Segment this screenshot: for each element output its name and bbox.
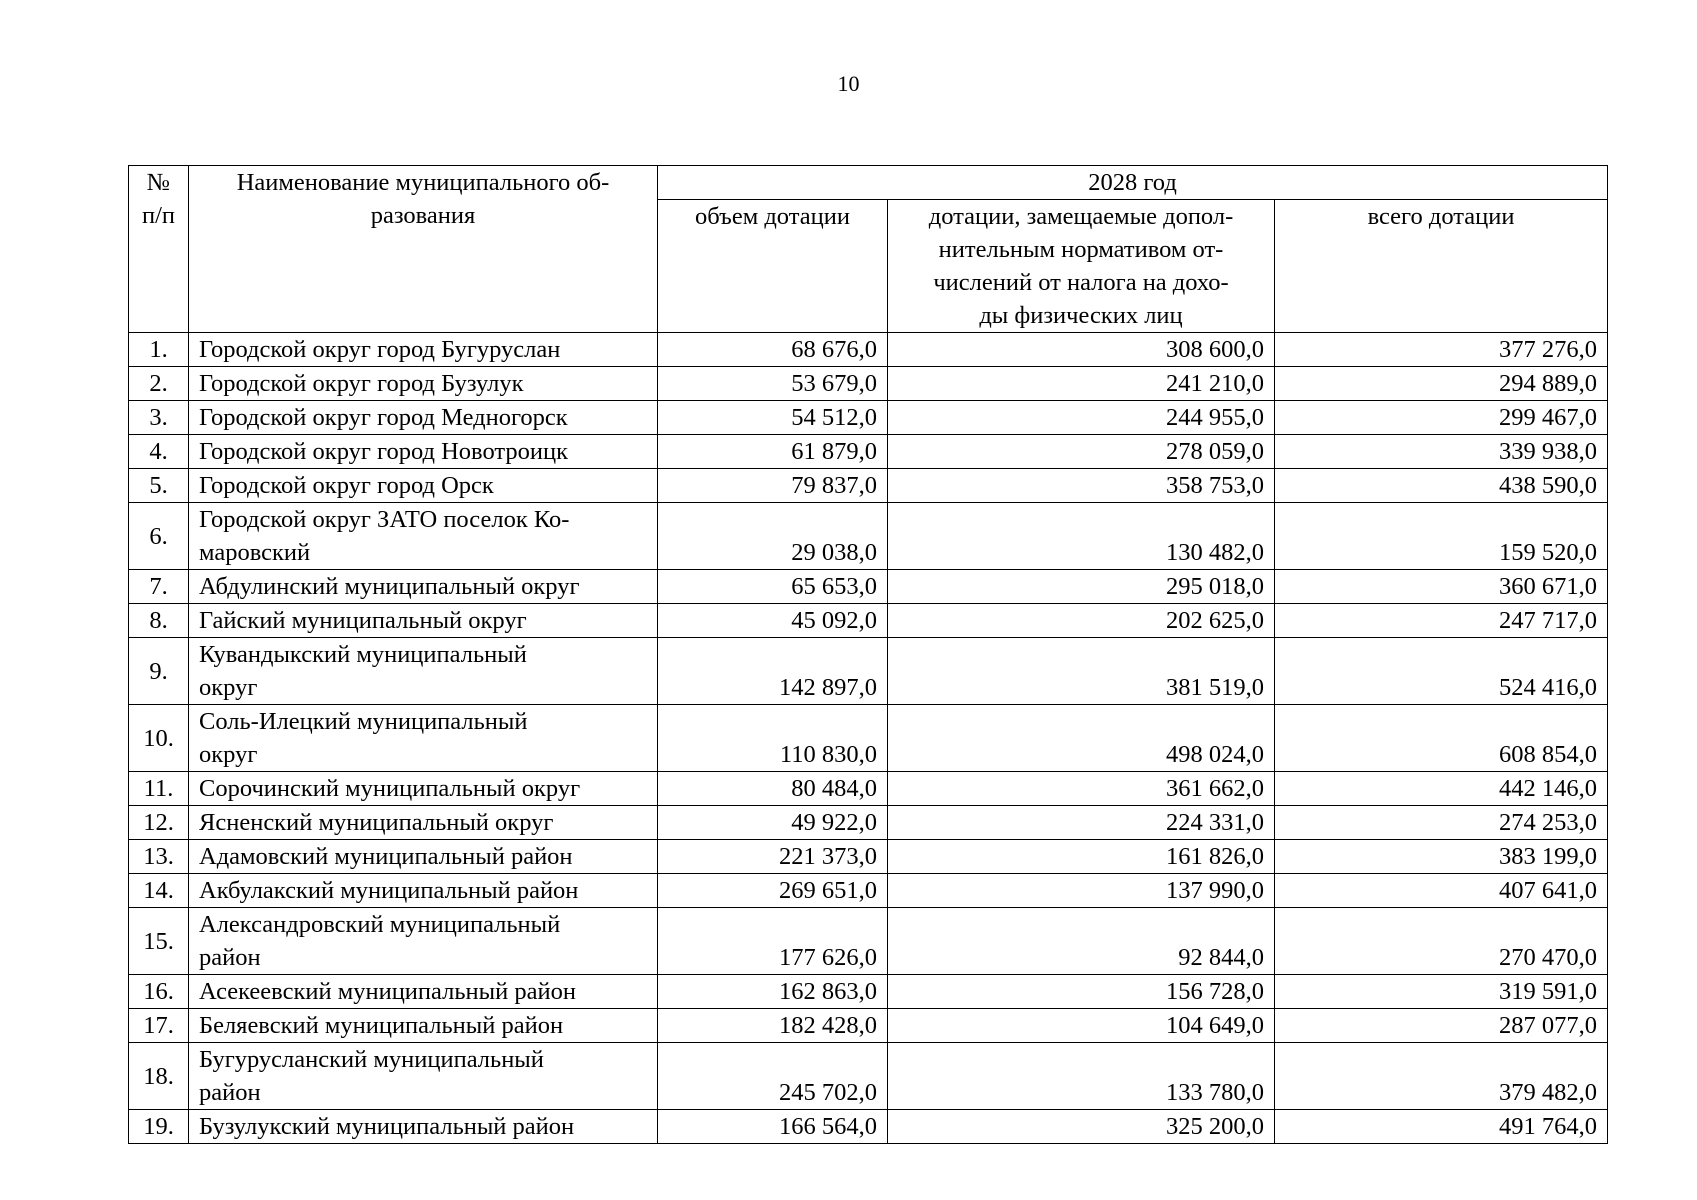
subsidy-volume: 182 428,0 <box>658 1009 888 1043</box>
municipality-name <box>189 604 658 638</box>
subsidy-volume: 65 653,0 <box>658 570 888 604</box>
subsidy-volume: 80 484,0 <box>658 772 888 806</box>
table-row <box>129 570 1608 604</box>
row-number: 2. <box>129 367 189 401</box>
subsidy-volume: 79 837,0 <box>658 469 888 503</box>
replaced-subsidy: 241 210,0 <box>888 367 1275 401</box>
table-row <box>129 705 1608 772</box>
municipality-name-line: Соль-Илецкий муниципальный <box>199 708 528 735</box>
subsidy-volume: 245 702,0 <box>658 1043 888 1110</box>
replaced-subsidy: 308 600,0 <box>888 333 1275 367</box>
row-number: 10. <box>129 705 189 772</box>
subsidy-volume: 53 679,0 <box>658 367 888 401</box>
municipality-name-line: Акбулакский муниципальный район <box>199 877 579 904</box>
municipality-name-line: Бугурусланский муниципальный <box>199 1046 544 1073</box>
municipality-name-line: Беляевский муниципальный район <box>199 1012 564 1039</box>
municipality-name-line: Городской округ город Бугуруслан <box>199 336 561 363</box>
row-number: 15. <box>129 908 189 975</box>
row-number: 6. <box>129 503 189 570</box>
header-replaced-label-line: нительным нормативом от- <box>938 236 1224 263</box>
replaced-subsidy: 130 482,0 <box>888 503 1275 570</box>
replaced-subsidy: 224 331,0 <box>888 806 1275 840</box>
table-body <box>129 333 1608 1144</box>
row-number: 4. <box>129 435 189 469</box>
municipality-name <box>189 570 658 604</box>
municipality-name <box>189 1043 658 1110</box>
total-subsidy: 270 470,0 <box>1275 908 1608 975</box>
header-number-label-line: п/п <box>141 202 176 229</box>
header-name-column <box>189 166 658 333</box>
replaced-subsidy: 133 780,0 <box>888 1043 1275 1110</box>
total-subsidy: 274 253,0 <box>1275 806 1608 840</box>
replaced-subsidy: 325 200,0 <box>888 1110 1275 1144</box>
replaced-subsidy: 104 649,0 <box>888 1009 1275 1043</box>
row-number: 18. <box>129 1043 189 1110</box>
header-name-label-line: Наименование муниципального об- <box>236 169 610 196</box>
municipality-name-line: Абдулинский муниципальный округ <box>199 573 580 600</box>
row-number: 14. <box>129 874 189 908</box>
row-number: 16. <box>129 975 189 1009</box>
total-subsidy: 491 764,0 <box>1275 1110 1608 1144</box>
municipality-name-line: Городской округ город Новотроицк <box>199 438 569 465</box>
municipality-name-line: район <box>199 944 261 971</box>
total-subsidy: 377 276,0 <box>1275 333 1608 367</box>
subsidy-volume: 61 879,0 <box>658 435 888 469</box>
total-subsidy: 442 146,0 <box>1275 772 1608 806</box>
replaced-subsidy: 498 024,0 <box>888 705 1275 772</box>
municipality-name-line: Городской округ город Орск <box>199 472 494 499</box>
replaced-subsidy: 295 018,0 <box>888 570 1275 604</box>
municipality-name-line: Городской округ город Бузулук <box>199 370 524 397</box>
replaced-subsidy: 92 844,0 <box>888 908 1275 975</box>
table-row <box>129 333 1608 367</box>
subsidy-volume: 68 676,0 <box>658 333 888 367</box>
municipality-name-line: район <box>199 1079 261 1106</box>
municipality-name <box>189 638 658 705</box>
municipality-name <box>189 503 658 570</box>
subsidy-volume: 221 373,0 <box>658 840 888 874</box>
municipality-name <box>189 1110 658 1144</box>
row-number: 5. <box>129 469 189 503</box>
total-subsidy: 438 590,0 <box>1275 469 1608 503</box>
municipality-name-line: Асекеевский муниципальный район <box>199 978 576 1005</box>
replaced-subsidy: 244 955,0 <box>888 401 1275 435</box>
row-number: 1. <box>129 333 189 367</box>
table-row <box>129 908 1608 975</box>
subsidy-table <box>128 165 1608 1144</box>
total-subsidy: 339 938,0 <box>1275 435 1608 469</box>
header-replaced-label-line: числений от налога на дохо- <box>933 269 1229 296</box>
municipality-name-line: Городской округ город Медногорск <box>199 404 568 431</box>
total-subsidy: 299 467,0 <box>1275 401 1608 435</box>
replaced-subsidy: 161 826,0 <box>888 840 1275 874</box>
table-row <box>129 435 1608 469</box>
table-row <box>129 469 1608 503</box>
table-row <box>129 806 1608 840</box>
row-number: 13. <box>129 840 189 874</box>
municipality-name <box>189 367 658 401</box>
municipality-name-line: Бузулукский муниципальный район <box>199 1113 575 1140</box>
subsidy-volume: 142 897,0 <box>658 638 888 705</box>
table-header <box>129 166 1608 333</box>
row-number: 17. <box>129 1009 189 1043</box>
municipality-name <box>189 1009 658 1043</box>
total-subsidy: 294 889,0 <box>1275 367 1608 401</box>
table-row <box>129 772 1608 806</box>
municipality-name-line: Сорочинский муниципальный округ <box>199 775 581 802</box>
table-row <box>129 503 1608 570</box>
municipality-name-line: округ <box>199 674 258 701</box>
total-subsidy: 287 077,0 <box>1275 1009 1608 1043</box>
municipality-name <box>189 908 658 975</box>
municipality-name-line: Кувандыкский муниципальный <box>199 641 527 668</box>
header-number-column <box>129 166 189 333</box>
municipality-name-line: Гайский муниципальный округ <box>199 607 527 634</box>
municipality-name <box>189 975 658 1009</box>
header-number-label-line: № <box>146 169 171 196</box>
total-subsidy: 383 199,0 <box>1275 840 1608 874</box>
subsidy-volume: 45 092,0 <box>658 604 888 638</box>
subsidy-volume: 269 651,0 <box>658 874 888 908</box>
total-subsidy: 159 520,0 <box>1275 503 1608 570</box>
municipality-name <box>189 840 658 874</box>
header-replaced-label-line: ды физических лиц <box>979 302 1183 329</box>
replaced-subsidy: 156 728,0 <box>888 975 1275 1009</box>
municipality-name-line: Городской округ ЗАТО поселок Ко- <box>199 506 570 533</box>
header-total-column: всего дотации <box>1275 200 1608 333</box>
header-year: 2028 год <box>658 166 1608 200</box>
header-volume-column: объем дотации <box>658 200 888 333</box>
header-replaced-column <box>888 200 1275 333</box>
subsidy-volume: 162 863,0 <box>658 975 888 1009</box>
replaced-subsidy: 358 753,0 <box>888 469 1275 503</box>
municipality-name <box>189 401 658 435</box>
row-number: 8. <box>129 604 189 638</box>
total-subsidy: 360 671,0 <box>1275 570 1608 604</box>
municipality-name-line: округ <box>199 741 258 768</box>
municipality-name <box>189 705 658 772</box>
subsidy-volume: 54 512,0 <box>658 401 888 435</box>
header-name-label-line: разования <box>370 202 476 229</box>
municipality-name-line: Ясненский муниципальный округ <box>199 809 554 836</box>
row-number: 9. <box>129 638 189 705</box>
municipality-name-line: Адамовский муниципальный район <box>199 843 573 870</box>
municipality-name <box>189 333 658 367</box>
total-subsidy: 608 854,0 <box>1275 705 1608 772</box>
municipality-name-line: маровский <box>199 539 311 566</box>
subsidy-volume: 29 038,0 <box>658 503 888 570</box>
header-replaced-label-line: дотации, замещаемые допол- <box>928 203 1234 230</box>
total-subsidy: 407 641,0 <box>1275 874 1608 908</box>
replaced-subsidy: 381 519,0 <box>888 638 1275 705</box>
total-subsidy: 319 591,0 <box>1275 975 1608 1009</box>
row-number: 11. <box>129 772 189 806</box>
table-row <box>129 604 1608 638</box>
municipality-name-line: Александровский муниципальный <box>199 911 561 938</box>
municipality-name <box>189 874 658 908</box>
subsidy-volume: 166 564,0 <box>658 1110 888 1144</box>
subsidy-volume: 177 626,0 <box>658 908 888 975</box>
subsidy-volume: 110 830,0 <box>658 705 888 772</box>
row-number: 12. <box>129 806 189 840</box>
replaced-subsidy: 202 625,0 <box>888 604 1275 638</box>
page-number: 10 <box>837 71 860 96</box>
replaced-subsidy: 137 990,0 <box>888 874 1275 908</box>
table-row <box>129 401 1608 435</box>
municipality-name <box>189 469 658 503</box>
total-subsidy: 247 717,0 <box>1275 604 1608 638</box>
replaced-subsidy: 278 059,0 <box>888 435 1275 469</box>
subsidy-volume: 49 922,0 <box>658 806 888 840</box>
row-number: 19. <box>129 1110 189 1144</box>
total-subsidy: 379 482,0 <box>1275 1043 1608 1110</box>
table-row <box>129 975 1608 1009</box>
table-row <box>129 367 1608 401</box>
table-row <box>129 840 1608 874</box>
total-subsidy: 524 416,0 <box>1275 638 1608 705</box>
table-row <box>129 1043 1608 1110</box>
row-number: 3. <box>129 401 189 435</box>
municipality-name <box>189 772 658 806</box>
municipality-name <box>189 435 658 469</box>
municipality-name <box>189 806 658 840</box>
replaced-subsidy: 361 662,0 <box>888 772 1275 806</box>
table-row <box>129 638 1608 705</box>
table-row <box>129 1009 1608 1043</box>
table-row <box>129 874 1608 908</box>
table-row <box>129 1110 1608 1144</box>
row-number: 7. <box>129 570 189 604</box>
